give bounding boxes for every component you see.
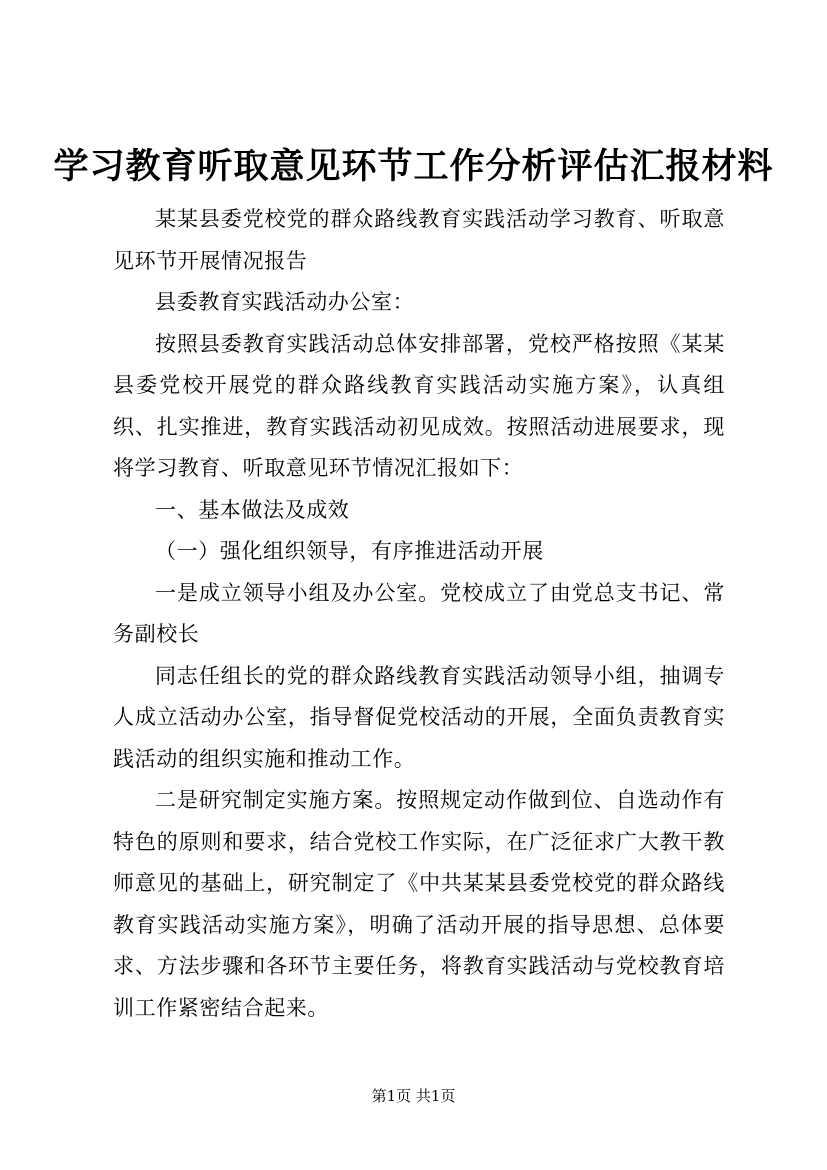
paragraph-section-heading: 一、基本做法及成效	[155, 497, 350, 522]
document-body	[113, 199, 725, 1029]
paragraph-point-two: 二是研究制定实施方案。按照规定动作做到位、自选动作有特色的原则和要求，结合党校工作实际，在广泛征求广大教干教师意见的基础上，研究制定了《中共某某县委党校党的群众路线教育实践活动实施方案》，明确了活动开展的指导思想、总体要求、方法步骤和各环节主要任务，将教育实践活动与党校教育培训工作紧密结合起来。	[113, 788, 725, 1020]
paragraph-point-one: 一是成立领导小组及办公室。党校成立了由党总支书记、常务副校长	[113, 580, 725, 646]
document-title: 学习教育听取意见环节工作分析评估汇报材料	[53, 146, 774, 187]
paragraph-subsection-heading: （一）强化组织领导，有序推进活动开展	[155, 539, 544, 563]
paragraph-point-one-continued: 同志任组长的党的群众路线教育实践活动领导小组，抽调专人成立活动办公室，指导督促党校活动的开展，全面负责教育实践活动的组织实施和推动工作。	[113, 663, 725, 771]
page-footer: 第1页 共1页	[371, 1087, 456, 1105]
paragraph-intro: 按照县委教育实践活动总体安排部署，党校严格按照《某某县委党校开展党的群众路线教育实践活动实施方案》，认真组织、扎实推进，教育实践活动初见成效。按照活动进展要求，现将学习教育、听取意见环节情况汇报如下：	[113, 331, 725, 480]
paragraph-recipient: 县委教育实践活动办公室：	[155, 290, 415, 314]
paragraph-report-heading: 某某县委党校党的群众路线教育实践活动学习教育、听取意见环节开展情况报告	[113, 207, 725, 273]
